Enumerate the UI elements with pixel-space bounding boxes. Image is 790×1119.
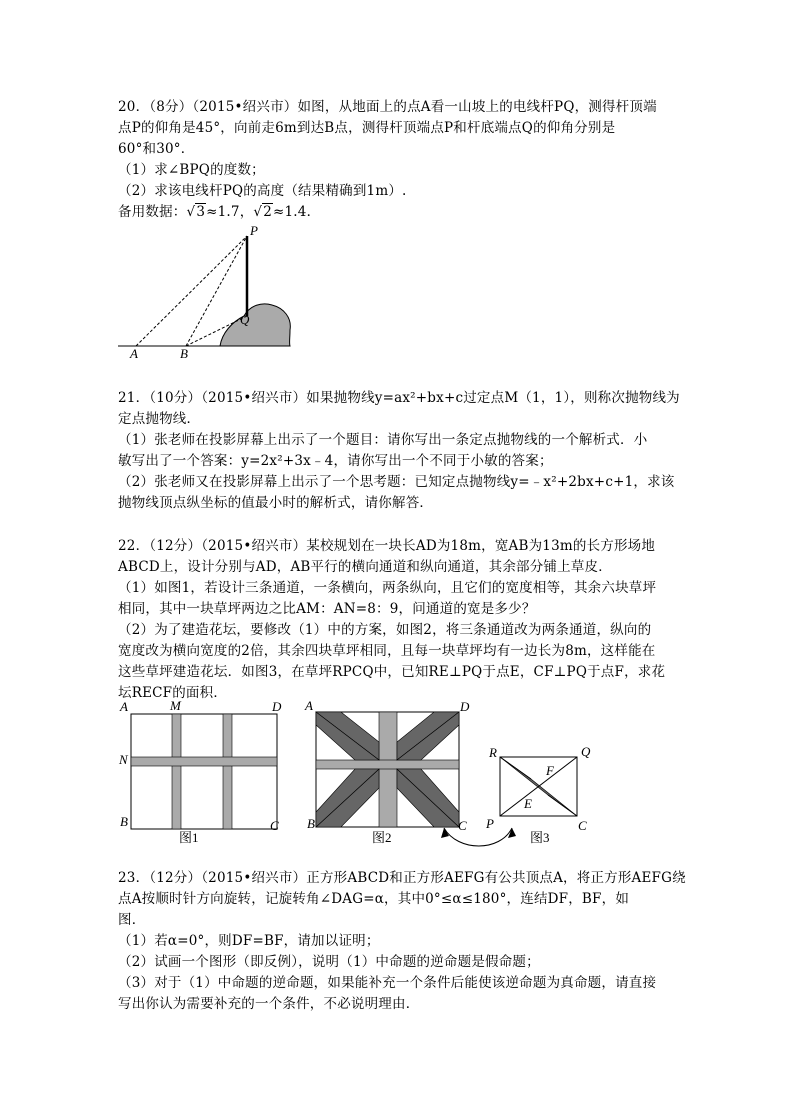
fig1-label-b: B <box>120 814 128 829</box>
q22-line-6: 宽度改为横向宽度的2倍，其余四块草坪相同，且每一块草坪均有一边长为8m，这样能在 <box>118 643 656 659</box>
fig1-caption: 图1 <box>179 830 199 845</box>
fig3-caption: 图3 <box>530 830 550 845</box>
q22-line-3: （1）如图1，若设计三条通道，一条横向，两条纵向，且它们的宽度相等，其余六块草坪 <box>118 580 657 596</box>
fig2-label-a: A <box>305 698 313 713</box>
q21-line-5: （2）张老师又在投影屏幕上出示了一个思考题：已知定点抛物线y=﹣x²+2bx+c+1，求该 <box>118 474 675 490</box>
q22-line-4: 相同，其中一块草坪两边之比AM：AN=8：9，问通道的宽是多少？ <box>118 601 536 617</box>
q22-line-1: 22．（12分）（2015•绍兴市）某校规划在一块长AD为18m，宽AB为13m的长方形场地 <box>118 538 656 554</box>
fig1-label-c: C <box>270 818 279 833</box>
fig3-label-p: P <box>486 816 494 831</box>
q23-line-5: （2）试画一个图形（即反例），说明（1）中命题的逆命题是假命题； <box>118 954 540 970</box>
q22-line-2: ABCD上，设计分别与AD，AB平行的横向通道和纵向通道，其余部分铺上草皮． <box>118 559 612 575</box>
fig2-caption: 图2 <box>372 830 392 845</box>
fig2-vertical-path <box>379 712 397 827</box>
q20-line-2: 点P的仰角是45°，向前走6m到达B点，测得杆顶端点P和杆底端点Q的仰角分别是 <box>118 120 616 136</box>
q23-line-7: 写出你认为需要补充的一个条件，不必说明理由． <box>118 996 420 1012</box>
fig3-label-e: E <box>524 796 532 811</box>
fig2-label-c: C <box>458 818 467 833</box>
fig3-label-r: R <box>489 745 497 760</box>
q21-line-2: 定点抛物线． <box>118 411 201 427</box>
q23-line-4: （1）若α=0°，则DF=BF，请加以证明； <box>118 933 380 949</box>
q20-line-1: 20．（8分）（2015•绍兴市）如图，从地面上的点A看一山坡上的电线杆PQ，测得杆顶端 <box>118 99 657 115</box>
q23-line-1: 23．（12分）（2015•绍兴市）正方形ABCD和正方形AEFG有公共顶点A，将正方形AEFG绕 <box>118 870 686 886</box>
q20-line-3: 60°和30°． <box>118 141 195 157</box>
sqrt2-value: ≈1.4． <box>273 204 321 220</box>
q22-line-8: 坛RECF的面积． <box>118 685 228 701</box>
q21-line-1: 21．（10分）（2015•绍兴市）如果抛物线y=ax²+bx+c过定点M（1，1），则称次抛物线为 <box>118 390 680 406</box>
fig1-label-n: N <box>119 752 128 767</box>
q20-line-4: （1）求∠BPQ的度数； <box>118 162 265 178</box>
fig2-label-b: B <box>307 816 315 831</box>
sqrt2: √2 <box>253 204 272 220</box>
fig1-horizontal-path <box>131 757 277 766</box>
q21-line-6: 抛物线顶点纵坐标的值最小时的解析式，请你解答． <box>118 495 434 511</box>
fig1-vertical-path-2 <box>223 714 232 829</box>
fig2-label-d: D <box>460 699 470 714</box>
fig2-horizontal-path <box>316 760 459 769</box>
fig1-label-m: M <box>170 698 181 713</box>
figure-3 <box>485 744 591 845</box>
label-q: Q <box>240 312 250 327</box>
fig1-label-a: A <box>120 699 128 714</box>
backup-data-prefix: 备用数据： <box>118 204 187 220</box>
q21-line-4: 敏写出了一个答案：y=2x²+3x﹣4，请你写出一个不同于小敏的答案； <box>118 453 553 469</box>
q23-line-3: 图． <box>118 912 146 928</box>
q22-line-5: （2）为了建造花坛，要修改（1）中的方案，如图2，将三条通道改为两条通道，纵向的 <box>118 622 652 638</box>
q20-line-5: （2）求该电线杆PQ的高度（结果精确到1m）. <box>118 183 407 199</box>
q23-line-2: 点A按顺时针方向旋转，记旋转角∠DAG=α，其中0°≤α≤180°，连结DF，BF，如 <box>118 891 630 907</box>
q21-line-3: （1）张老师在投影屏幕上出示了一个题目：请你写出一条定点抛物线的一个解析式．小 <box>118 432 648 448</box>
fig3-label-c: C <box>578 818 587 833</box>
figure-1 <box>118 698 282 845</box>
fig1-vertical-path-1 <box>172 714 181 829</box>
q23-line-6: （3）对于（1）中命题的逆命题，如果能补充一个条件后能使该逆命题为真命题，请直接 <box>118 975 657 991</box>
q22-line-7: 这些草坪建造花坛．如图3，在草坪RPCQ中，已知RE⊥PQ于点E，CF⊥PQ于点F，求花 <box>118 664 666 680</box>
fig3-label-f: F <box>546 763 554 778</box>
sqrt3: √3 <box>186 204 206 220</box>
label-a: A <box>130 346 138 361</box>
curved-arrow <box>444 828 512 846</box>
label-p: P <box>250 223 258 238</box>
sqrt3-value: ≈1.7， <box>206 204 254 220</box>
fig3-label-q: Q <box>581 744 591 759</box>
label-b: B <box>180 346 188 361</box>
figure-2 <box>304 698 470 845</box>
fig1-label-d: D <box>272 699 282 714</box>
